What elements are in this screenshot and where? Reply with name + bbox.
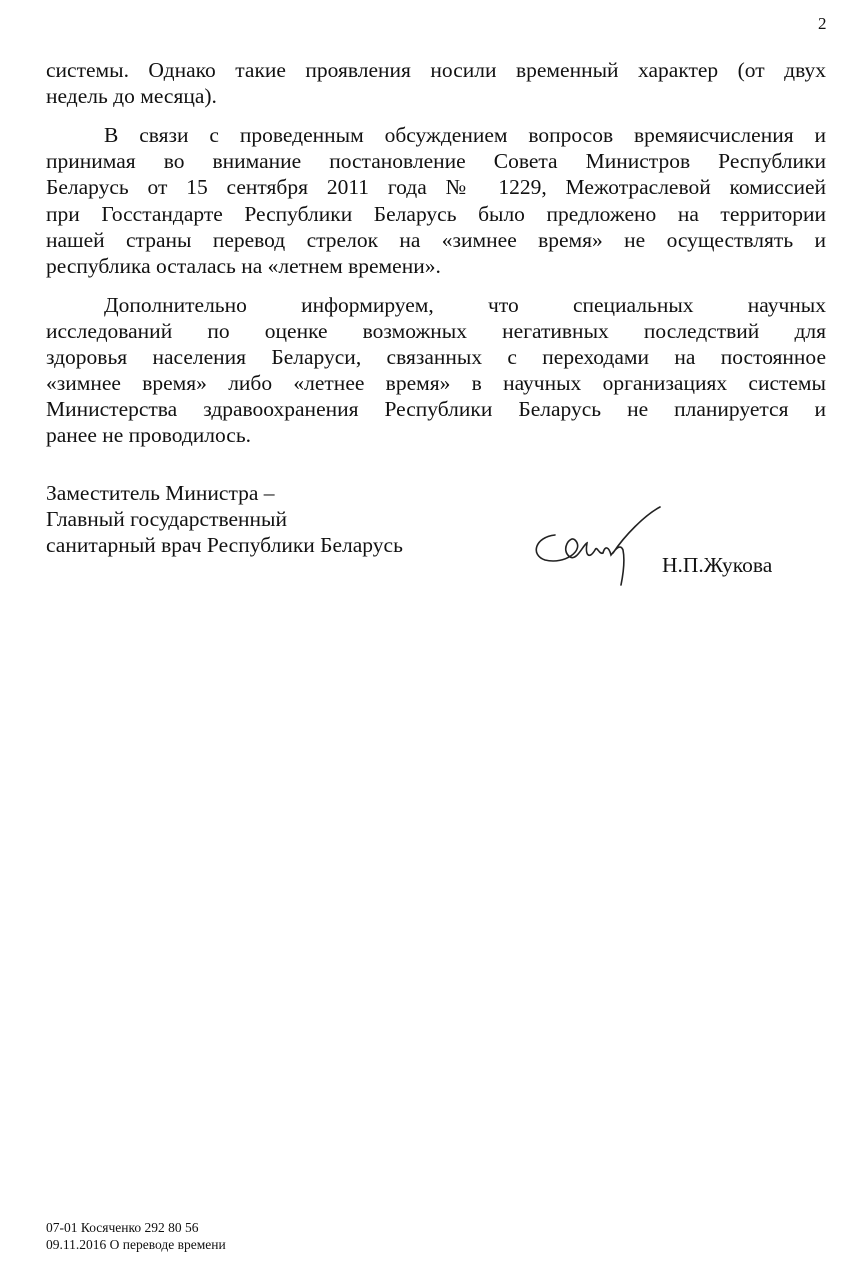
text-line: республика осталась на «летнем времени». xyxy=(46,254,441,278)
text-line: «зимнее время» либо «летнее время» в научных организациях системы xyxy=(46,371,826,395)
text-line: исследований по оценке возможных негативных последствий для xyxy=(46,319,826,343)
handwritten-signature xyxy=(525,505,665,595)
text-line: Министерства здравоохранения Республики Беларусь не планируется и xyxy=(46,397,826,421)
text-line: принимая во внимание постановление Совета Министров Республики xyxy=(46,149,826,173)
text-line: при Госстандарте Республики Беларусь было предложено на территории xyxy=(46,202,826,226)
text-line: ранее не проводилось. xyxy=(46,423,252,447)
text-line: Дополнительно информируем, что специальных научных xyxy=(104,293,826,317)
page-number: 2 xyxy=(818,14,827,33)
text-line: Беларусь от 15 сентября 2011 года № 1229, Межотраслевой комиссией xyxy=(46,175,826,199)
footer-line: 09.11.2016 О переводе времени xyxy=(46,1237,226,1252)
signatory-name: Н.П.Жукова xyxy=(662,553,773,577)
text-line: нашей страны перевод стрелок на «зимнее время» не осуществлять и xyxy=(46,228,826,252)
text-line: В связи с проведенным обсуждением вопросов времяисчисления и xyxy=(104,123,826,147)
text-line: системы. Однако такие проявления носили временный характер (от двух xyxy=(46,58,826,82)
text-line: недель до месяца). xyxy=(46,84,217,108)
signatory-title-line: санитарный врач Республики Беларусь xyxy=(46,533,403,557)
footer-line: 07-01 Косяченко 292 80 56 xyxy=(46,1220,199,1235)
signatory-title-line: Главный государственный xyxy=(46,507,287,531)
signatory-title-line: Заместитель Министра – xyxy=(46,481,275,505)
text-line: здоровья населения Беларуси, связанных с переходами на постоянное xyxy=(46,345,826,369)
